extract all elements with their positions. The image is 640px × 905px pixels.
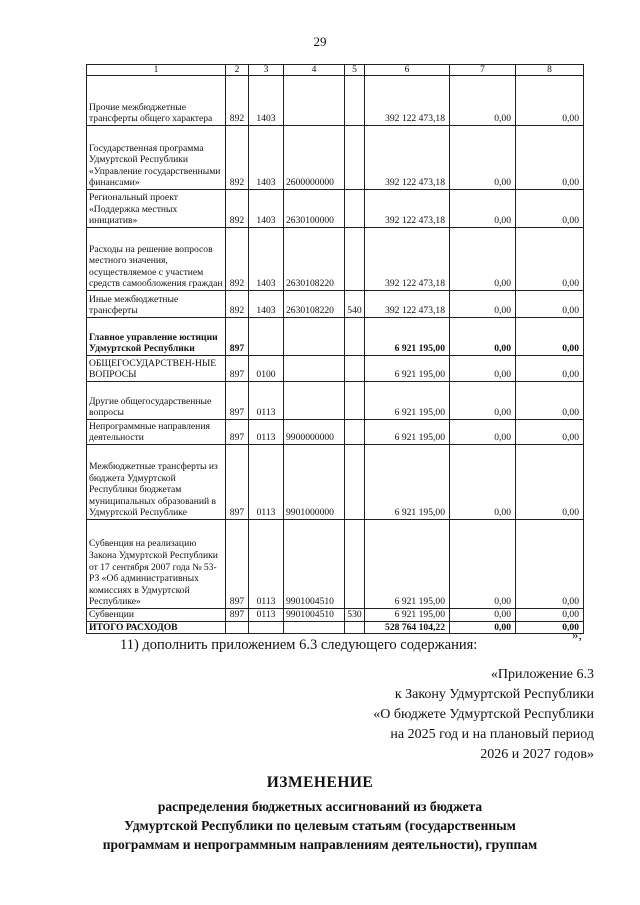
table-cell-v6: 6 921 195,00 (365, 445, 450, 520)
table-cell-code: 892 (226, 228, 249, 291)
table-row (87, 382, 584, 420)
appendix-line: «О бюджете Удмуртской Республики (373, 707, 594, 722)
table-cell-v7: 0,00 (450, 228, 516, 291)
table-cell-type (345, 190, 365, 228)
section-subtitle (0, 797, 640, 854)
table-cell-v8: 0,00 (516, 318, 584, 356)
table-cell-code: 897 (226, 445, 249, 520)
table-cell-type (345, 318, 365, 356)
table-cell-code: 897 (226, 382, 249, 420)
table-cell-type (345, 445, 365, 520)
table-cell-target: 2630100000 (284, 190, 345, 228)
table-cell-v6: 6 921 195,00 (365, 382, 450, 420)
table-cell-v7: 0,00 (450, 445, 516, 520)
table-cell-v8: 0,00 (516, 190, 584, 228)
table-cell-type: 540 (345, 291, 365, 318)
table-row (87, 520, 584, 609)
table-cell-v7: 0,00 (450, 291, 516, 318)
table-row (87, 356, 584, 382)
table-cell-v7: 0,00 (450, 76, 516, 126)
table-cell-v6: 6 921 195,00 (365, 609, 450, 622)
table-cell-name: Региональный проект «Поддержка местных инициатив» (87, 190, 226, 228)
table-cell-code: 892 (226, 126, 249, 190)
table-cell-v8: 0,00 (516, 228, 584, 291)
table-cell-v7: 0,00 (450, 356, 516, 382)
column-header: 1 (87, 65, 226, 76)
table-cell-name: Субвенция на реализацию Закона Удмуртской Республики от 17 сентября 2007 года № 53-РЗ «Об административных комиссиях в Удмуртской Республике» (87, 520, 226, 609)
table-cell-v6: 392 122 473,18 (365, 228, 450, 291)
table-cell-v8: 0,00 (516, 382, 584, 420)
table-cell-target: 9901000000 (284, 445, 345, 520)
table-row (87, 420, 584, 445)
section-title: ИЗМЕНЕНИЕ (266, 774, 374, 791)
column-header: 4 (284, 65, 345, 76)
appendix-line: «Приложение 6.3 (490, 667, 594, 682)
column-header: 2 (226, 65, 249, 76)
table-cell-target (284, 356, 345, 382)
table-cell-v7: 0,00 (450, 318, 516, 356)
table-cell-name: Расходы на решение вопросов местного значения, осуществляемое с участием средств самообложения граждан (87, 228, 226, 291)
appendix-line: к Закону Удмуртской Республики (394, 687, 594, 702)
table-cell-section: 1403 (249, 228, 284, 291)
table-cell-v6: 6 921 195,00 (365, 318, 450, 356)
appendix-reference (264, 665, 594, 765)
table-cell-v7: 0,00 (450, 420, 516, 445)
subtitle-line: программам и непрограммным направлениям деятельности), группам (102, 837, 538, 852)
table-cell-code: 897 (226, 420, 249, 445)
table-cell-v7: 0,00 (450, 520, 516, 609)
table-cell-section: 1403 (249, 76, 284, 126)
table-cell-section: 0113 (249, 609, 284, 622)
table-cell-target: 2630108220 (284, 291, 345, 318)
column-header: 3 (249, 65, 284, 76)
table-row (87, 76, 584, 126)
table-cell-section: 0113 (249, 420, 284, 445)
table-header-row (87, 65, 584, 76)
table-cell-section (249, 318, 284, 356)
table-cell-code (226, 621, 249, 634)
table-cell-section: 1403 (249, 126, 284, 190)
table-cell-type (345, 420, 365, 445)
table-cell-v6: 392 122 473,18 (365, 190, 450, 228)
table-cell-name: Непрограммные направления деятельности (87, 420, 226, 445)
page-number: 29 (313, 34, 327, 49)
table-cell-type (345, 382, 365, 420)
table-cell-name: ИТОГО РАСХОДОВ (87, 621, 226, 634)
table-cell-section: 0113 (249, 382, 284, 420)
table-cell-section: 1403 (249, 291, 284, 318)
table-cell-v8: 0,00 (516, 420, 584, 445)
table-row (87, 190, 584, 228)
table-cell-section: 0113 (249, 445, 284, 520)
table-cell-name: Другие общегосударственные вопросы (87, 382, 226, 420)
table-cell-section: 1403 (249, 190, 284, 228)
table-cell-v8: 0,00 (516, 621, 584, 634)
table-cell-code: 897 (226, 520, 249, 609)
appendix-line: на 2025 год и на плановый период (390, 727, 594, 742)
table-cell-v8: 0,00 (516, 609, 584, 622)
table-row (87, 126, 584, 190)
table-cell-target (284, 318, 345, 356)
table-cell-name: Субвенции (87, 609, 226, 622)
table-row (87, 445, 584, 520)
table-cell-code: 892 (226, 291, 249, 318)
table-cell-v7: 0,00 (450, 382, 516, 420)
table-cell-section: 0100 (249, 356, 284, 382)
column-header: 5 (345, 65, 365, 76)
table-cell-type (345, 126, 365, 190)
table-cell-type: 530 (345, 609, 365, 622)
table-cell-section: 0113 (249, 520, 284, 609)
table-cell-code: 897 (226, 356, 249, 382)
table-cell-section (249, 621, 284, 634)
column-header: 6 (365, 65, 450, 76)
table-cell-v7: 0,00 (450, 126, 516, 190)
table-cell-name: Межбюджетные трансферты из бюджета Удмуртской Республики бюджетам муниципальных образований в Удмуртской Республике (87, 445, 226, 520)
budget-table (86, 64, 584, 634)
table-cell-code: 892 (226, 190, 249, 228)
table-cell-name: Иные межбюджетные трансферты (87, 291, 226, 318)
table-cell-v6: 392 122 473,18 (365, 76, 450, 126)
table-cell-v8: 0,00 (516, 356, 584, 382)
table-cell-v8: 0,00 (516, 520, 584, 609)
table-cell-v7: 0,00 (450, 621, 516, 634)
table-cell-name: Государственная программа Удмуртской Республики «Управление государственными финансами» (87, 126, 226, 190)
table-cell-name: Прочие межбюджетные трансферты общего характера (87, 76, 226, 126)
table-cell-v8: 0,00 (516, 126, 584, 190)
table-cell-name: ОБЩЕГОСУДАРСТВЕН-НЫЕ ВОПРОСЫ (87, 356, 226, 382)
table-cell-target: 2630108220 (284, 228, 345, 291)
table-cell-v6: 392 122 473,18 (365, 126, 450, 190)
table-cell-target (284, 382, 345, 420)
table-cell-name: Главное управление юстиции Удмуртской Республики (87, 318, 226, 356)
table-cell-code: 897 (226, 609, 249, 622)
table-row (87, 621, 584, 634)
table-cell-type (345, 520, 365, 609)
table-cell-target: 9901004510 (284, 609, 345, 622)
table-cell-target: 2600000000 (284, 126, 345, 190)
amendment-paragraph: 11) дополнить приложением 6.3 следующего содержания: (120, 637, 478, 653)
table-cell-v6: 528 764 104,22 (365, 621, 450, 634)
table-cell-target (284, 621, 345, 634)
table-cell-code: 897 (226, 318, 249, 356)
table-cell-type (345, 76, 365, 126)
table-cell-type (345, 621, 365, 634)
closing-quote: »; (571, 627, 582, 642)
table-row (87, 228, 584, 291)
table-cell-target: 9900000000 (284, 420, 345, 445)
table-cell-type (345, 228, 365, 291)
table-cell-v8: 0,00 (516, 291, 584, 318)
table-cell-v7: 0,00 (450, 190, 516, 228)
table-cell-v6: 392 122 473,18 (365, 291, 450, 318)
subtitle-line: Удмуртской Республики по целевым статьям (государственным (124, 818, 516, 833)
appendix-line: 2026 и 2027 годов» (480, 747, 594, 762)
column-header: 7 (450, 65, 516, 76)
table-cell-v6: 6 921 195,00 (365, 520, 450, 609)
table-cell-v6: 6 921 195,00 (365, 420, 450, 445)
table-cell-v8: 0,00 (516, 76, 584, 126)
table-cell-target (284, 76, 345, 126)
table-cell-v8: 0,00 (516, 445, 584, 520)
table-row (87, 318, 584, 356)
subtitle-line: распределения бюджетных ассигнований из бюджета (157, 799, 483, 814)
table-cell-target: 9901004510 (284, 520, 345, 609)
table-cell-v7: 0,00 (450, 609, 516, 622)
table-cell-type (345, 356, 365, 382)
table-row (87, 291, 584, 318)
table-row (87, 609, 584, 622)
table-cell-code: 892 (226, 76, 249, 126)
table-cell-v6: 6 921 195,00 (365, 356, 450, 382)
column-header: 8 (516, 65, 584, 76)
